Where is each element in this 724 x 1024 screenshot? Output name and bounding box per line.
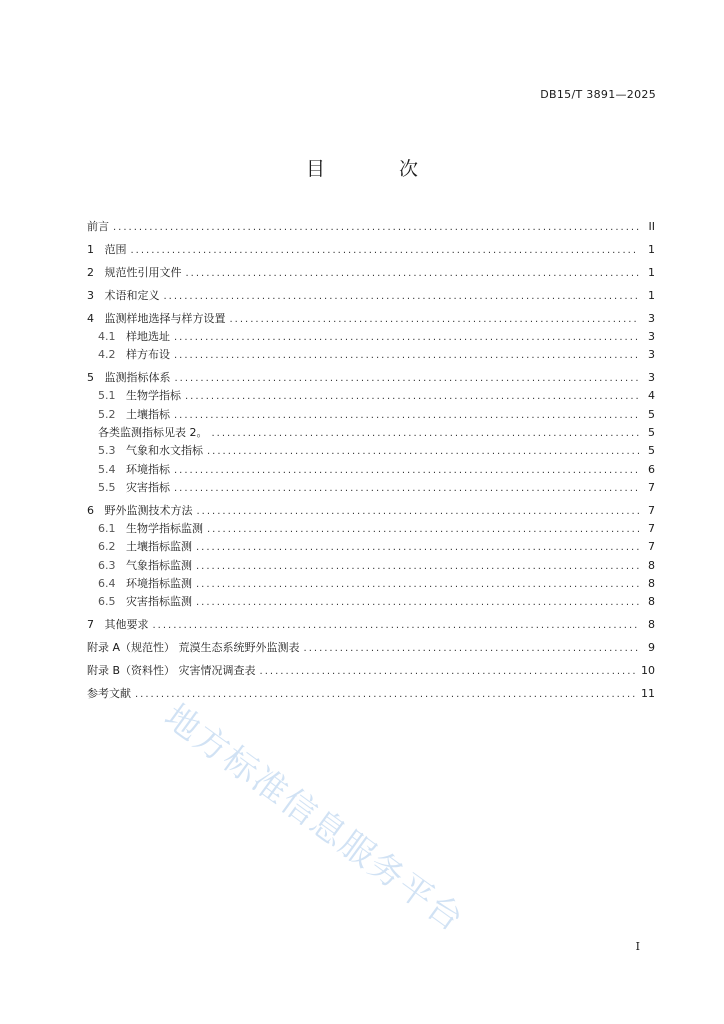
toc-leader-dots [196, 594, 639, 612]
toc-entry-page: 5 [648, 425, 655, 439]
toc-entry-number: 3 [87, 288, 94, 302]
toc-entry-title: 附录 B（资料性） 灾害情况调查表 [87, 663, 256, 677]
toc-entry-title: 气象指标监测 [126, 558, 192, 572]
toc-leader-dots [131, 242, 640, 260]
footer-page-number: I [635, 940, 640, 953]
toc-entry-title: 样地选址 [126, 329, 170, 343]
toc-leader-dots [174, 480, 639, 498]
toc-leader-dots [174, 407, 639, 425]
toc-entry-number: 6.1 [98, 522, 116, 536]
toc-leader-dots [207, 443, 639, 461]
toc-entry-title: 术语和定义 [104, 288, 160, 302]
toc-entry-page: 5 [648, 407, 655, 421]
toc-entry[interactable] [87, 241, 655, 259]
toc-entry-page: 7 [648, 503, 655, 517]
page-title: 目 次 [305, 158, 453, 180]
toc-entry-title: 其他要求 [104, 618, 149, 632]
toc-leader-dots [197, 503, 640, 521]
toc-entry-number: 4 [87, 311, 94, 325]
toc-entry-page: 8 [648, 618, 655, 632]
toc-entry[interactable] [87, 218, 655, 236]
toc-entry-title: 野外监测技术方法 [104, 503, 193, 517]
toc-entry-page: 11 [641, 686, 655, 700]
toc-entry-title: 气象和水文指标 [126, 444, 203, 458]
toc-entry-title: 土壤指标 [126, 407, 170, 421]
table-of-contents [87, 218, 655, 703]
toc-entry-number: 6 [87, 503, 94, 517]
toc-entry-title: 监测样地选择与样方设置 [104, 311, 226, 325]
toc-entry-page: 10 [641, 663, 655, 677]
toc-entry[interactable] [87, 310, 655, 328]
toc-entry[interactable] [87, 520, 655, 538]
toc-entry[interactable] [87, 264, 655, 282]
toc-entry-page: 1 [648, 242, 655, 256]
toc-entry-page: 7 [648, 522, 655, 536]
toc-entry-page: 6 [648, 462, 655, 476]
toc-entry[interactable] [87, 328, 655, 346]
toc-leader-dots [230, 311, 640, 329]
toc-entry-title: 环境指标监测 [126, 576, 192, 590]
toc-entry-page: 8 [648, 558, 655, 572]
toc-entry[interactable] [87, 287, 655, 305]
toc-entry-title: 环境指标 [126, 462, 170, 476]
toc-entry-page: 9 [648, 640, 655, 654]
toc-leader-dots [135, 686, 637, 704]
toc-entry-number: 6.3 [98, 558, 116, 572]
toc-leader-dots [207, 521, 639, 539]
toc-leader-dots [196, 558, 639, 576]
document-code: DB15/T 3891—2025 [540, 88, 656, 101]
toc-entry[interactable] [87, 461, 655, 479]
toc-entry-title: 参考文献 [87, 686, 131, 700]
toc-entry-number: 4.1 [98, 329, 116, 343]
toc-leader-dots [113, 219, 639, 237]
toc-entry-number: 5 [87, 371, 94, 385]
toc-entry-number: 5.1 [98, 389, 116, 403]
toc-entry-page: 1 [648, 288, 655, 302]
toc-entry[interactable] [87, 575, 655, 593]
toc-entry[interactable] [87, 593, 655, 611]
toc-entry-title: 土壤指标监测 [126, 540, 192, 554]
toc-entry-number: 5.5 [98, 480, 116, 494]
toc-entry-title: 灾害指标监测 [126, 595, 192, 609]
toc-entry-page: 3 [648, 348, 655, 362]
toc-entry-page: 8 [648, 576, 655, 590]
toc-entry-page: 3 [648, 311, 655, 325]
toc-leader-dots [212, 425, 640, 443]
toc-entry-number: 6.4 [98, 576, 116, 590]
toc-entry[interactable] [87, 662, 655, 680]
toc-entry-number: 5.3 [98, 444, 116, 458]
toc-entry[interactable] [87, 538, 655, 556]
toc-leader-dots [185, 388, 639, 406]
toc-leader-dots [153, 617, 640, 635]
toc-leader-dots [175, 370, 640, 388]
toc-entry-page: II [648, 220, 655, 233]
toc-entry-title: 各类监测指标见表 2。 [98, 425, 208, 439]
toc-entry-page: 5 [648, 444, 655, 458]
toc-entry[interactable] [87, 387, 655, 405]
toc-entry-page: 4 [648, 389, 655, 403]
toc-entry-page: 8 [648, 595, 655, 609]
toc-entry[interactable] [87, 424, 655, 442]
toc-entry-title: 生物学指标监测 [126, 522, 203, 536]
toc-entry-title: 规范性引用文件 [104, 265, 182, 279]
toc-leader-dots [260, 663, 637, 681]
toc-entry[interactable] [87, 616, 655, 634]
toc-entry[interactable] [87, 406, 655, 424]
toc-entry-number: 6.5 [98, 595, 116, 609]
toc-entry[interactable] [87, 685, 655, 703]
toc-entry-title: 灾害指标 [126, 480, 170, 494]
toc-entry-page: 3 [648, 329, 655, 343]
toc-leader-dots [196, 539, 639, 557]
toc-entry[interactable] [87, 639, 655, 657]
toc-entry-title: 生物学指标 [126, 389, 181, 403]
toc-entry-number: 7 [87, 618, 94, 632]
toc-entry-number: 6.2 [98, 540, 116, 554]
toc-entry-page: 1 [648, 265, 655, 279]
toc-leader-dots [174, 462, 639, 480]
toc-entry-title: 前言 [87, 220, 109, 233]
toc-entry[interactable] [87, 442, 655, 460]
toc-entry[interactable] [87, 502, 655, 520]
toc-leader-dots [304, 640, 639, 658]
toc-leader-dots [174, 347, 639, 365]
toc-leader-dots [164, 288, 640, 306]
toc-entry-title: 样方布设 [126, 348, 170, 362]
toc-entry-title: 范围 [104, 242, 127, 256]
toc-leader-dots [186, 265, 640, 283]
toc-entry-number: 1 [87, 242, 94, 256]
watermark: 地方标准信息服务平台 [156, 696, 472, 941]
toc-entry-title: 监测指标体系 [104, 371, 171, 385]
toc-entry-number: 4.2 [98, 348, 116, 362]
toc-leader-dots [196, 576, 639, 594]
toc-entry-number: 2 [87, 265, 94, 279]
toc-entry[interactable] [87, 346, 655, 364]
toc-entry-page: 7 [648, 540, 655, 554]
toc-entry[interactable] [87, 369, 655, 387]
toc-entry[interactable] [87, 557, 655, 575]
toc-entry[interactable] [87, 479, 655, 497]
toc-leader-dots [174, 329, 639, 347]
toc-entry-number: 5.4 [98, 462, 116, 476]
toc-entry-page: 7 [648, 480, 655, 494]
toc-entry-number: 5.2 [98, 407, 116, 421]
toc-entry-title: 附录 A（规范性） 荒漠生态系统野外监测表 [87, 640, 300, 654]
toc-entry-page: 3 [648, 371, 655, 385]
